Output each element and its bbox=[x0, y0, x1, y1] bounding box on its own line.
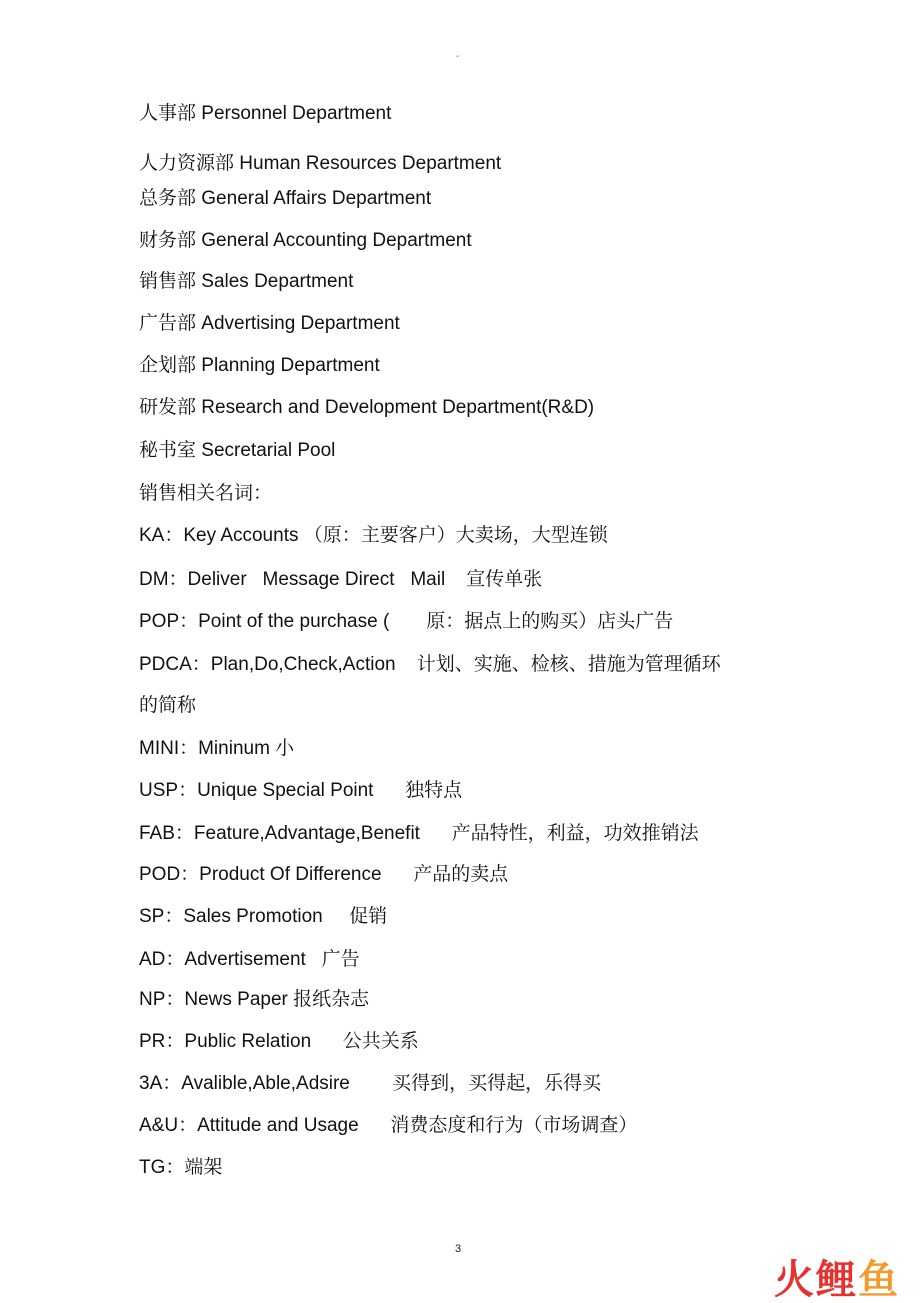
text-line-general-affairs: 总务部 General Affairs Department bbox=[139, 188, 432, 209]
term-np: NP：News Paper 报纸杂志 bbox=[139, 989, 370, 1010]
text-line-sales: 销售部 Sales Department bbox=[139, 271, 354, 292]
term-3a: 3A：Avalible,Able,Adsire 买得到，买得起，乐得买 bbox=[139, 1073, 602, 1094]
text-line-planning: 企划部 Planning Department bbox=[139, 355, 380, 376]
term-ka: KA：Key Accounts （原：主要客户）大卖场，大型连锁 bbox=[139, 525, 608, 546]
text-line-secretarial: 秘书室 Secretarial Pool bbox=[139, 440, 336, 461]
header-mark: - bbox=[456, 51, 460, 62]
text-line-accounting: 财务部 General Accounting Department bbox=[139, 230, 472, 251]
text-line-human-resources: 人力资源部 Human Resources Department bbox=[139, 153, 502, 174]
term-pod: POD：Product Of Difference 产品的卖点 bbox=[139, 864, 509, 885]
text-line-advertising: 广告部 Advertising Department bbox=[139, 313, 400, 334]
term-ad: AD：Advertisement 广告 bbox=[139, 949, 360, 970]
term-mini: MINI：Mininum 小 bbox=[139, 738, 295, 759]
text-line-personnel: 人事部 Personnel Department bbox=[139, 103, 392, 124]
watermark-logo bbox=[774, 1258, 898, 1302]
term-sp: SP：Sales Promotion 促销 bbox=[139, 906, 388, 927]
term-au: A&U：Attitude and Usage 消费态度和行为（市场调查） bbox=[139, 1115, 638, 1136]
term-tg: TG：端架 bbox=[139, 1157, 223, 1178]
term-dm: DM：Deliver Message Direct Mail 宣传单张 bbox=[139, 569, 543, 590]
section-heading-sales-terms: 销售相关名词： bbox=[139, 483, 273, 504]
term-pdca-continued: 的简称 bbox=[139, 695, 197, 716]
watermark-char-fire: 火 bbox=[774, 1257, 814, 1303]
term-usp: USP：Unique Special Point 独特点 bbox=[139, 780, 463, 801]
text-line-rnd: 研发部 Research and Development Department(R&D) bbox=[139, 397, 595, 418]
term-pr: PR：Public Relation 公共关系 bbox=[139, 1031, 419, 1052]
watermark-char-carp: 鲤 bbox=[816, 1257, 856, 1303]
term-fab: FAB：Feature,Advantage,Benefit 产品特性，利益，功效推销法 bbox=[139, 823, 699, 844]
page-number: 3 bbox=[455, 1243, 462, 1255]
watermark-char-fish: 鱼 bbox=[858, 1257, 898, 1303]
term-pop: POP：Point of the purchase ( 原：据点上的购买）店头广告 bbox=[139, 611, 674, 632]
term-pdca: PDCA：Plan,Do,Check,Action 计划、实施、检核、措施为管理循环 bbox=[139, 654, 721, 675]
